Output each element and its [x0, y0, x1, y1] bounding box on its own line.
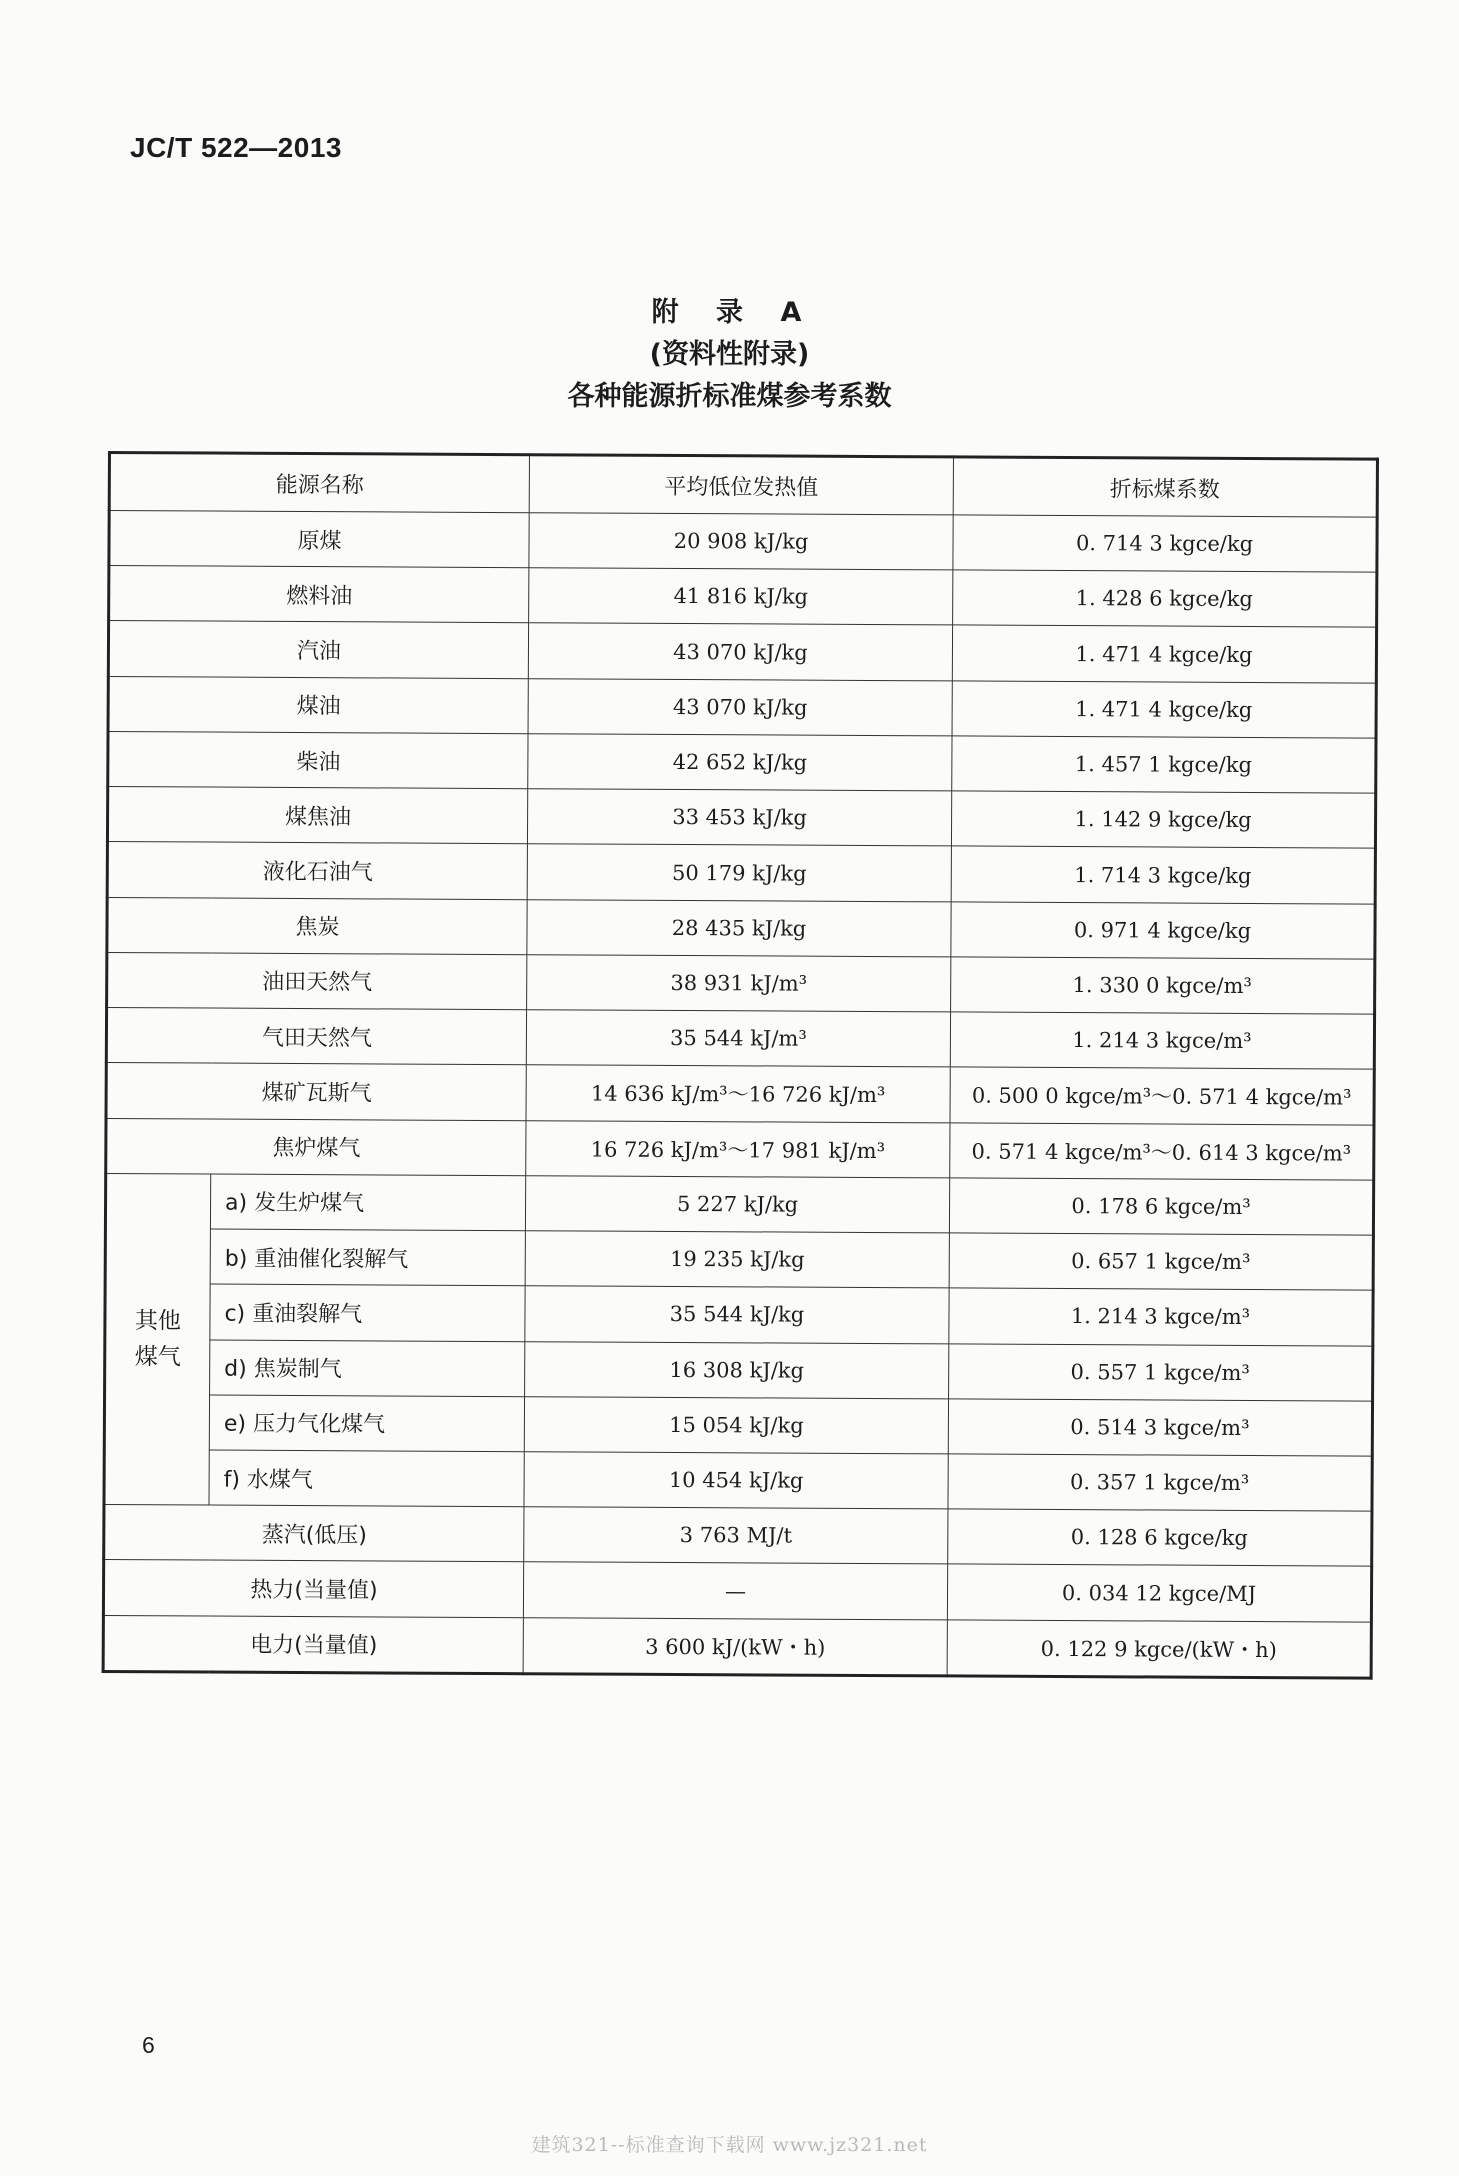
appendix-heading	[0, 292, 1459, 418]
sub-energy-name-cell: c) 重油裂解气	[210, 1284, 525, 1341]
table-row	[103, 1560, 1371, 1622]
table-row	[109, 566, 1377, 628]
table-row	[105, 1173, 1373, 1235]
heat-value-cell: 35 544 kJ/kg	[525, 1286, 949, 1343]
coefficient-cell: 0. 657 1 kgce/m³	[949, 1233, 1373, 1290]
table-row	[103, 1615, 1371, 1678]
energy-name-cell: 热力(当量值)	[103, 1560, 523, 1617]
energy-name-cell: 燃料油	[109, 566, 529, 623]
table-row	[106, 1008, 1374, 1070]
coefficient-cell: 0. 500 0 kgce/m³～0. 571 4 kgce/m³	[950, 1067, 1374, 1124]
group-label-cell	[104, 1173, 211, 1505]
coefficient-cell: 1. 714 3 kgce/kg	[951, 846, 1375, 903]
coefficient-cell: 1. 428 6 kgce/kg	[953, 570, 1377, 627]
table-row	[107, 842, 1375, 904]
energy-name-cell: 煤焦油	[107, 787, 527, 844]
coefficient-cell: 0. 178 6 kgce/m³	[949, 1178, 1373, 1235]
appendix-type: (资料性附录)	[649, 339, 810, 370]
table-row	[104, 1505, 1372, 1567]
coefficient-cell: 0. 557 1 kgce/m³	[949, 1343, 1373, 1400]
energy-name-cell: 焦炭	[107, 897, 527, 954]
coefficient-cell: 0. 034 12 kgce/MJ	[947, 1564, 1371, 1621]
heat-value-cell: —	[523, 1562, 947, 1619]
sub-energy-name-cell: f) 水煤气	[209, 1450, 524, 1507]
energy-name-cell: 柴油	[108, 731, 528, 788]
energy-name-cell: 液化石油气	[107, 842, 527, 899]
heat-value-cell: 14 636 kJ/m³～16 726 kJ/m³	[526, 1065, 950, 1122]
table-row	[108, 731, 1376, 793]
heat-value-cell: 15 054 kJ/kg	[524, 1396, 948, 1453]
heat-value-cell: 3 600 kJ/(kW・h)	[523, 1617, 947, 1676]
coefficient-cell: 0. 357 1 kgce/m³	[948, 1454, 1372, 1511]
table-row	[107, 787, 1375, 849]
header-heat-value: 平均低位发热值	[529, 455, 953, 515]
table-row	[104, 1394, 1372, 1456]
table-row	[105, 1284, 1373, 1346]
coefficient-cell: 1. 471 4 kgce/kg	[952, 625, 1376, 682]
coefficient-cell: 0. 122 9 kgce/(kW・h)	[947, 1620, 1371, 1679]
coefficient-cell: 0. 128 6 kgce/kg	[948, 1509, 1372, 1566]
energy-coefficient-table	[102, 451, 1379, 1680]
coefficient-cell: 1. 214 3 kgce/m³	[950, 1012, 1374, 1069]
table-body	[103, 511, 1377, 1679]
energy-name-cell: 煤矿瓦斯气	[106, 1063, 526, 1120]
group-label-line: 其他	[134, 1308, 182, 1335]
heat-value-cell: 42 652 kJ/kg	[528, 734, 952, 791]
heat-value-cell: 19 235 kJ/kg	[525, 1231, 949, 1288]
heat-value-cell: 41 816 kJ/kg	[529, 568, 953, 625]
standard-code: JC/T 522—2013	[130, 132, 342, 163]
heat-value-cell: 10 454 kJ/kg	[524, 1452, 948, 1509]
group-label-line: 煤气	[134, 1344, 181, 1371]
page-number: 6	[142, 2032, 155, 2058]
heat-value-cell: 50 179 kJ/kg	[527, 844, 951, 901]
heat-value-cell: 35 544 kJ/m³	[526, 1010, 950, 1067]
energy-name-cell: 煤油	[108, 676, 528, 733]
coefficient-cell: 1. 330 0 kgce/m³	[951, 957, 1375, 1014]
table-row	[105, 1339, 1373, 1401]
sub-energy-name-cell: a) 发生炉煤气	[210, 1174, 525, 1231]
appendix-title: 各种能源折标准煤参考系数	[567, 381, 892, 412]
sub-energy-name-cell: b) 重油催化裂解气	[210, 1229, 525, 1286]
table-row	[106, 1063, 1374, 1125]
energy-name-cell: 汽油	[108, 621, 528, 678]
heat-value-cell: 43 070 kJ/kg	[528, 678, 952, 735]
table-row	[107, 952, 1375, 1014]
header-energy-name: 能源名称	[109, 453, 529, 513]
table-row	[108, 621, 1376, 683]
sub-energy-name-cell: e) 压力气化煤气	[209, 1395, 524, 1452]
watermark: 建筑321--标准查询下载网 www.jz321.net	[531, 2134, 928, 2156]
energy-name-cell: 电力(当量值)	[103, 1615, 523, 1674]
coefficient-cell: 0. 971 4 kgce/kg	[951, 902, 1375, 959]
heat-value-cell: 43 070 kJ/kg	[528, 623, 952, 680]
heat-value-cell: 20 908 kJ/kg	[529, 513, 953, 570]
heat-value-cell: 38 931 kJ/m³	[527, 955, 951, 1012]
table-row	[109, 511, 1377, 573]
table-row	[105, 1229, 1373, 1291]
table-row	[104, 1449, 1372, 1511]
table-row	[108, 676, 1376, 738]
heat-value-cell: 33 453 kJ/kg	[527, 789, 951, 846]
table-header-row	[109, 453, 1377, 518]
coefficient-cell: 1. 142 9 kgce/kg	[951, 791, 1375, 848]
table-row	[107, 897, 1375, 959]
energy-name-cell: 原煤	[109, 511, 529, 568]
coefficient-cell: 0. 514 3 kgce/m³	[948, 1399, 1372, 1456]
sub-energy-name-cell: d) 焦炭制气	[210, 1340, 525, 1397]
heat-value-cell: 28 435 kJ/kg	[527, 899, 951, 956]
coefficient-cell: 0. 714 3 kgce/kg	[953, 515, 1377, 572]
energy-name-cell: 蒸汽(低压)	[104, 1505, 524, 1562]
heat-value-cell: 16 308 kJ/kg	[525, 1341, 949, 1398]
energy-name-cell: 气田天然气	[106, 1008, 526, 1065]
appendix-label: 附 录 A	[651, 297, 808, 328]
heat-value-cell: 16 726 kJ/m³～17 981 kJ/m³	[526, 1120, 950, 1177]
heat-value-cell: 3 763 MJ/t	[524, 1507, 948, 1564]
energy-name-cell: 油田天然气	[107, 952, 527, 1009]
heat-value-cell: 5 227 kJ/kg	[525, 1176, 949, 1233]
energy-name-cell: 焦炉煤气	[106, 1118, 526, 1175]
coefficient-cell: 0. 571 4 kgce/m³～0. 614 3 kgce/m³	[950, 1122, 1374, 1179]
table-row	[106, 1118, 1374, 1180]
header-coefficient: 折标煤系数	[953, 457, 1377, 517]
coefficient-cell: 1. 457 1 kgce/kg	[952, 736, 1376, 793]
coefficient-cell: 1. 214 3 kgce/m³	[949, 1288, 1373, 1345]
coefficient-cell: 1. 471 4 kgce/kg	[952, 681, 1376, 738]
